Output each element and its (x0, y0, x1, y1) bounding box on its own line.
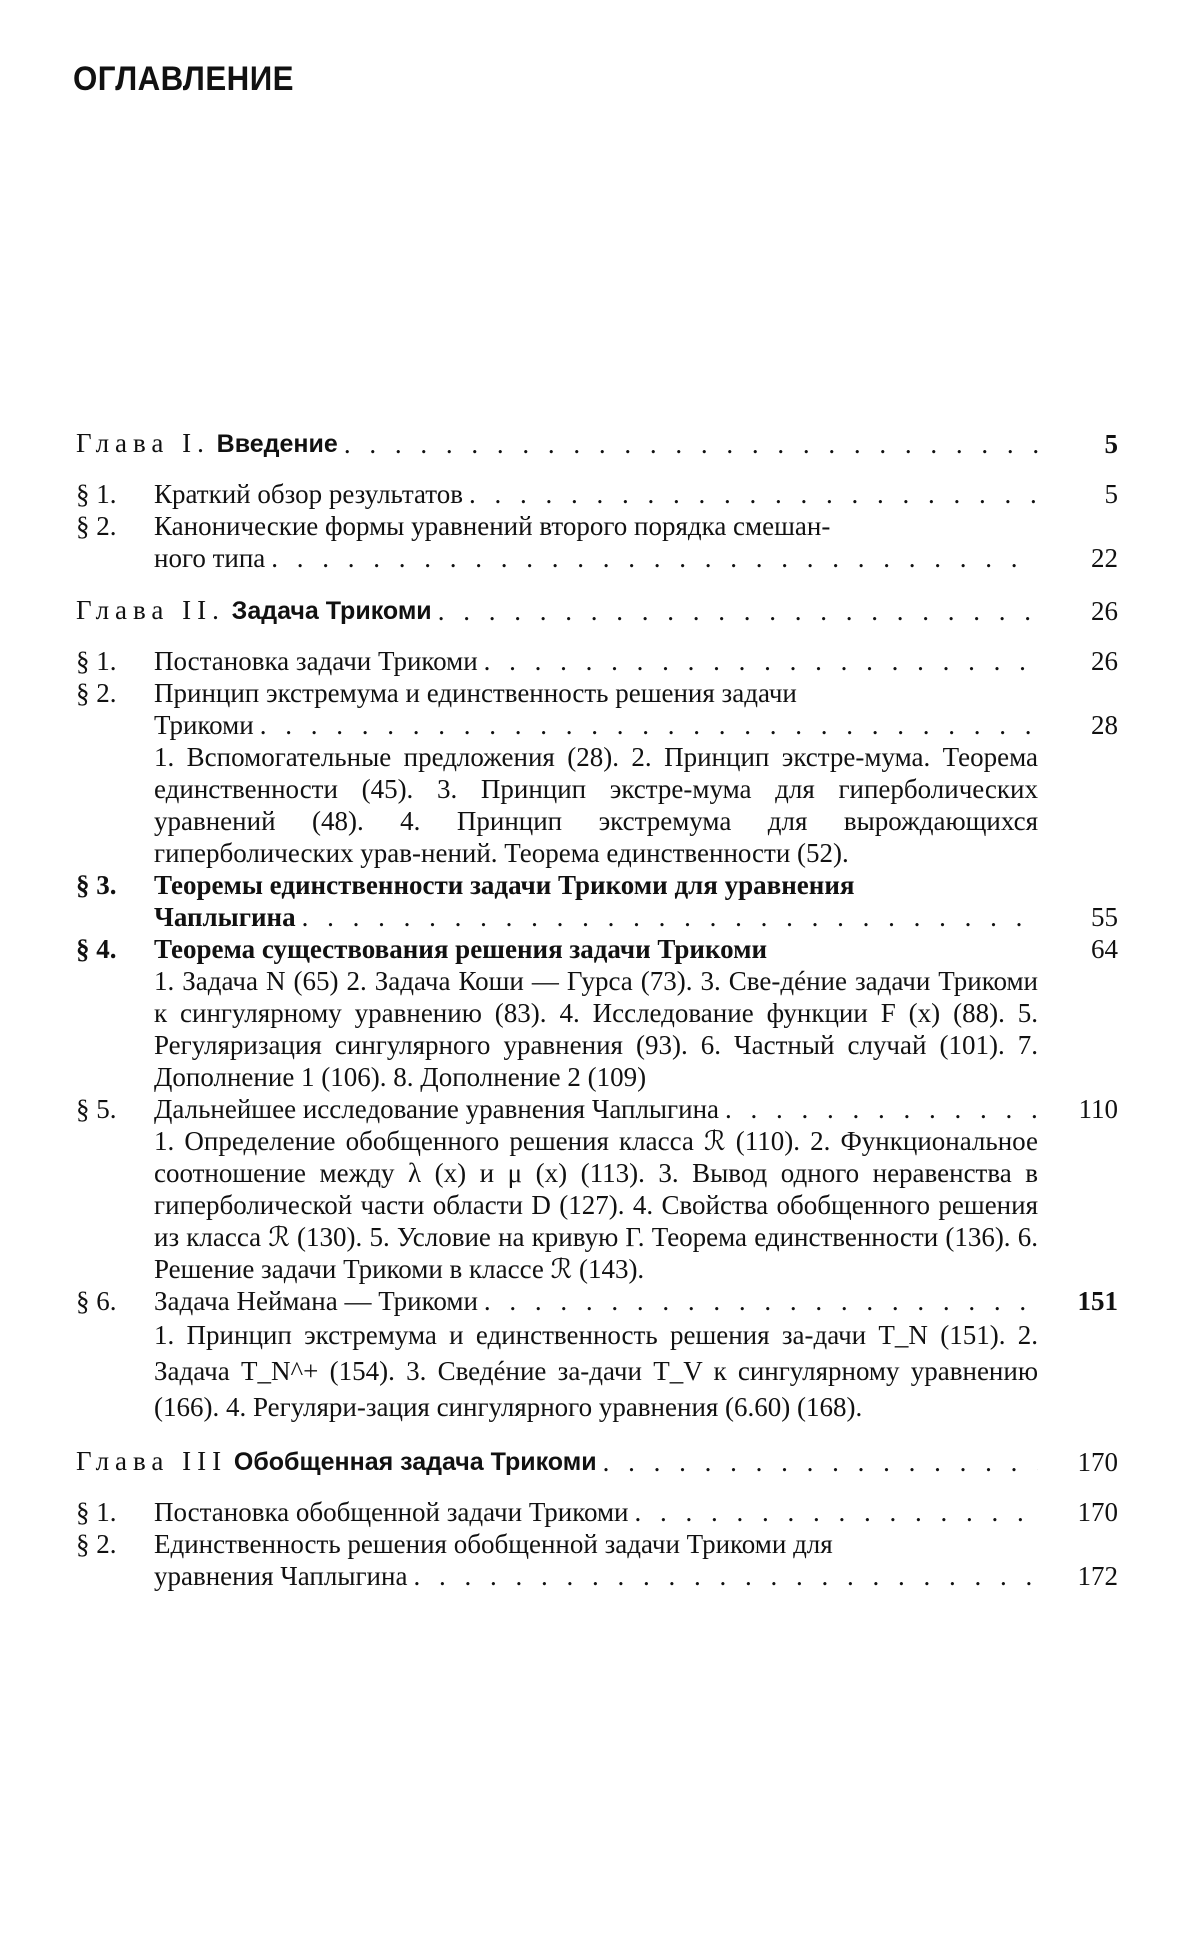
page-title: ОГЛАВЛЕНИЕ (73, 60, 294, 98)
section-number: § 1. (76, 1497, 117, 1527)
toc-section[interactable] (76, 1528, 1118, 1592)
section-title: Задача Неймана — Трикоми (154, 1286, 478, 1316)
toc-section[interactable] (76, 1093, 1118, 1125)
toc-section[interactable] (76, 869, 1118, 933)
dot-leader (413, 1560, 1038, 1592)
dot-leader (484, 645, 1038, 677)
chapter-title: Задача Трикоми (231, 597, 432, 625)
section-title: Краткий обзор результатов (154, 479, 463, 509)
page-number: 55 (1091, 902, 1118, 932)
section-subitems: 1. Вспомогательные предложения (28). 2. Принцип экстре-мума. Теорема единственности (45). 3. Принцип экстре-мума для гиперболических уравнений (48). 4. Принцип экстремума для вырождающихся гиперболических урав-нений. Теорема единственности (52). (154, 742, 1038, 868)
page-number: 5 (1104, 429, 1118, 459)
section-subitems: 1. Задача N (65) 2. Задача Коши — Гурса (73). 3. Све-дéние задачи Трикоми к сингулярному уравнению (83). 4. Исследование функции F (x) (88). 5. Регуляризация сингулярного уравнения (93). 6. Частный случай (101). 7. Дополнение 1 (106). 8. Дополнение 2 (109) (154, 966, 1038, 1092)
section-number: § 4. (76, 934, 117, 964)
section-title-line: Теоремы единственности задачи Трикоми для уравнения (154, 870, 855, 900)
toc-section[interactable] (76, 1285, 1118, 1317)
section-number: § 2. (76, 511, 117, 541)
dot-leader (438, 595, 1038, 627)
section-subitems: 1. Определение обобщенного решения класса ℛ (110). 2. Функциональное соотношение между λ (x) и μ (x) (113). 3. Вывод одного неравенства в гиперболической части области D (127). 4. Свойства обобщенного решения из класса ℛ (130). 5. Условие на кривую Γ. Теорема единственности (136). 6. Решение задачи Трикоми в классе ℛ (143). (154, 1126, 1038, 1284)
table-of-contents (76, 427, 1118, 1592)
page-number: 170 (1077, 1497, 1118, 1527)
section-title-line: Чаплыгина (154, 902, 296, 932)
dot-leader (344, 428, 1038, 460)
section-title-line: уравнения Чаплыгина (154, 1561, 408, 1591)
dot-leader (725, 1093, 1038, 1125)
section-title-line: Трикоми (154, 710, 254, 740)
toc-chapter[interactable] (76, 594, 1118, 627)
page-number: 28 (1091, 710, 1118, 740)
dot-leader (260, 709, 1038, 741)
section-number: § 2. (76, 678, 117, 708)
toc-chapter[interactable] (76, 1445, 1118, 1478)
dot-leader (635, 1496, 1038, 1528)
toc-section[interactable] (76, 1496, 1118, 1528)
section-title: Постановка задачи Трикоми (154, 646, 478, 676)
section-title-line: Канонические формы уравнений второго порядка смешан- (154, 511, 831, 541)
page-number: 172 (1077, 1561, 1118, 1591)
section-title: Дальнейшее исследование уравнения Чаплыгина (154, 1094, 720, 1124)
dot-leader (469, 478, 1038, 510)
dot-leader (271, 542, 1038, 574)
dot-leader (302, 901, 1038, 933)
page-number: 64 (1091, 934, 1118, 964)
section-title-line: ного типа (154, 543, 266, 573)
chapter-label: Глава I. (76, 428, 210, 458)
section-number: § 1. (76, 646, 117, 676)
chapter-label: Глава II. (76, 595, 225, 625)
page-number: 110 (1078, 1094, 1118, 1124)
toc-section[interactable] (76, 478, 1118, 510)
section-number: § 2. (76, 1529, 117, 1559)
toc-section[interactable] (76, 677, 1118, 741)
section-number: § 6. (76, 1286, 117, 1316)
page-number: 151 (1077, 1286, 1118, 1316)
section-title: Постановка обобщенной задачи Трикоми (154, 1497, 629, 1527)
toc-section[interactable] (76, 645, 1118, 677)
dot-leader (484, 1285, 1038, 1317)
chapter-label: Глава III (76, 1446, 228, 1476)
section-number: § 5. (76, 1094, 117, 1124)
page-number: 26 (1091, 646, 1118, 676)
toc-section[interactable] (76, 933, 1118, 965)
toc-section[interactable] (76, 510, 1118, 574)
section-subitems: 1. Принцип экстремума и единственность решения за-дачи T_N (151). 2. Задача T_N^+ (154). 3. Сведéние за-дачи T_V к сингулярному уравнению (166). 4. Регуляри-зация сингулярного уравнения (6.60) (168). (154, 1320, 1038, 1422)
section-title-line: Принцип экстремума и единственность решения задачи (154, 678, 797, 708)
section-title-line: Единственность решения обобщенной задачи Трикоми для (154, 1529, 833, 1559)
page-number: 26 (1091, 596, 1118, 626)
toc-chapter[interactable] (76, 427, 1118, 460)
section-number: § 1. (76, 479, 117, 509)
page-number: 170 (1077, 1447, 1118, 1477)
section-title: Теорема существования решения задачи Трикоми (154, 934, 768, 964)
page-number: 5 (1104, 479, 1118, 509)
page-number: 22 (1091, 543, 1118, 573)
dot-leader (603, 1446, 1038, 1478)
chapter-title: Обобщенная задача Трикоми (233, 1448, 597, 1476)
chapter-title: Введение (216, 430, 338, 458)
section-number: § 3. (76, 870, 117, 900)
